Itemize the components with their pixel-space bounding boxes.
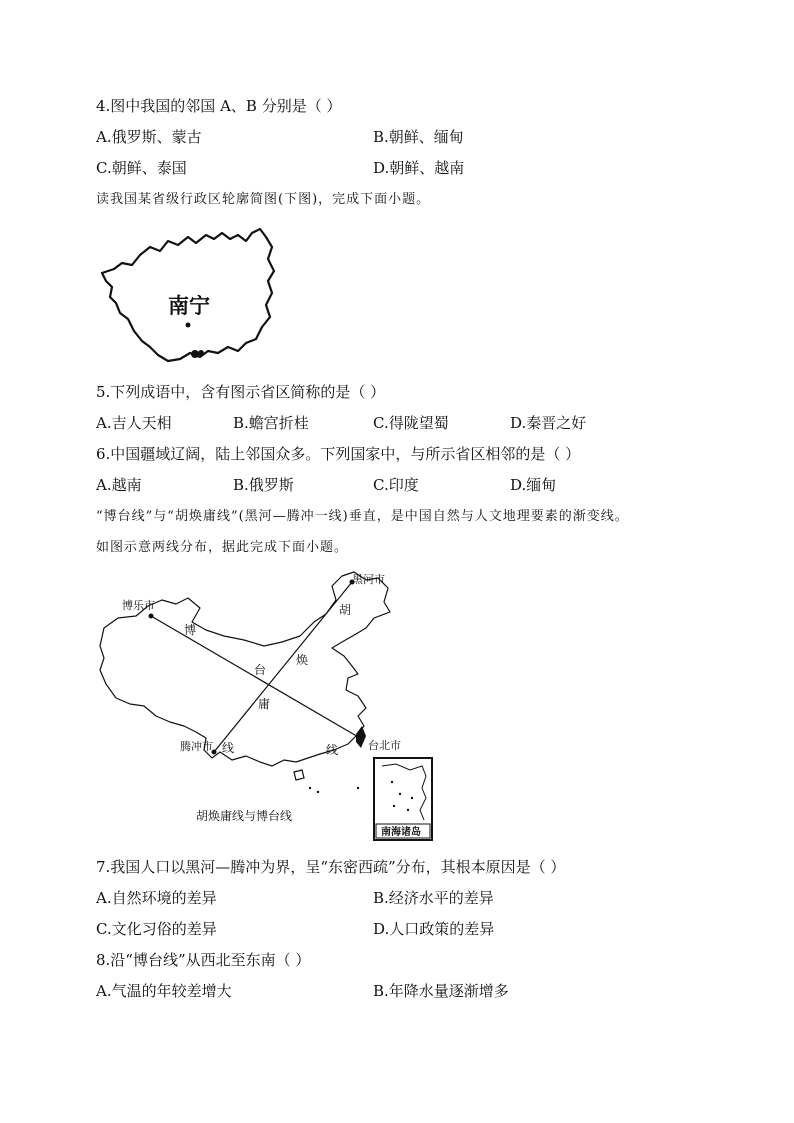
question-6-stem: 6.中国疆域辽阔，陆上邻国众多。下列国家中，与所示省区相邻的是（ ）: [96, 445, 581, 463]
q8-option-b: B.年降水量逐渐增多: [373, 982, 509, 1000]
q8-option-a: A.气温的年较差增大: [96, 982, 232, 1000]
tai-char: 台: [254, 663, 267, 677]
xian-char-hu: 线: [222, 741, 235, 755]
hu-huanyong-line: [214, 582, 352, 752]
question-4-stem: 4.图中我国的邻国 A、B 分别是（ ）: [96, 97, 342, 115]
q7-option-c: C.文化习俗的差异: [96, 920, 217, 938]
inset-label: 南海诸岛: [381, 827, 421, 838]
hu-char: 胡: [339, 603, 352, 617]
intro-province-map: 读我国某省级行政区轮廓简图(下图)，完成下面小题。: [96, 192, 431, 207]
q5-option-c: C.得陇望蜀: [373, 414, 449, 432]
huan-char: 焕: [296, 653, 309, 667]
intro-lines-2: 如图示意两线分布，据此完成下面小题。: [96, 540, 349, 555]
q6-option-c: C.印度: [373, 476, 419, 494]
q5-option-d: D.秦晋之好: [510, 414, 587, 432]
hainan-outline: [294, 770, 304, 780]
question-7-stem: 7.我国人口以黑河—腾冲为界，呈“东密西疏”分布，其根本原因是（ ）: [96, 858, 566, 876]
q7-option-d: D.人口政策的差异: [373, 920, 495, 938]
bo-char: 博: [184, 623, 197, 637]
province-outline-map: [96, 225, 286, 365]
q4-option-a: A.俄罗斯、蒙古: [96, 128, 202, 146]
coast-mark: [198, 350, 204, 356]
taibei-dot: [358, 736, 363, 741]
q7-option-a: A.自然环境的差异: [96, 889, 217, 907]
intro-lines-1: “博台线”与“胡焕庸线”(黑河—腾冲一线)垂直，是中国自然与人文地理要素的渐变线。: [96, 509, 629, 524]
question-8-stem: 8.沿“博台线”从西北至东南（ ）: [96, 951, 311, 969]
nanning-label: 南宁: [168, 294, 210, 318]
coast-mark: [191, 350, 199, 358]
question-5-stem: 5.下列成语中，含有图示省区简称的是（ ）: [96, 383, 386, 401]
q6-option-a: A.越南: [96, 476, 142, 494]
q4-option-c: C.朝鲜、泰国: [96, 159, 187, 177]
q4-option-d: D.朝鲜、越南: [373, 159, 465, 177]
q4-option-b: B.朝鲜、缅甸: [373, 128, 464, 146]
taibei-label: 台北市: [368, 739, 401, 752]
bole-dot: [149, 614, 154, 619]
q7-option-b: B.经济水平的差异: [373, 889, 494, 907]
heihe-label: 黑河市: [352, 573, 385, 586]
q6-option-d: D.缅甸: [510, 476, 557, 494]
yong-char: 庸: [258, 697, 271, 711]
map-caption: 胡焕庸线与博台线: [196, 809, 293, 823]
q5-option-b: B.蟾宫折桂: [233, 414, 309, 432]
xian-char-botai: 线: [326, 743, 339, 757]
bole-label: 博乐市: [122, 599, 155, 612]
china-lines-map: [96, 566, 441, 846]
nanning-dot: [186, 323, 191, 328]
q6-option-b: B.俄罗斯: [233, 476, 294, 494]
q5-option-a: A.吉人天相: [96, 414, 172, 432]
botai-line: [151, 616, 360, 738]
tengchong-label: 腾冲市: [180, 740, 213, 753]
